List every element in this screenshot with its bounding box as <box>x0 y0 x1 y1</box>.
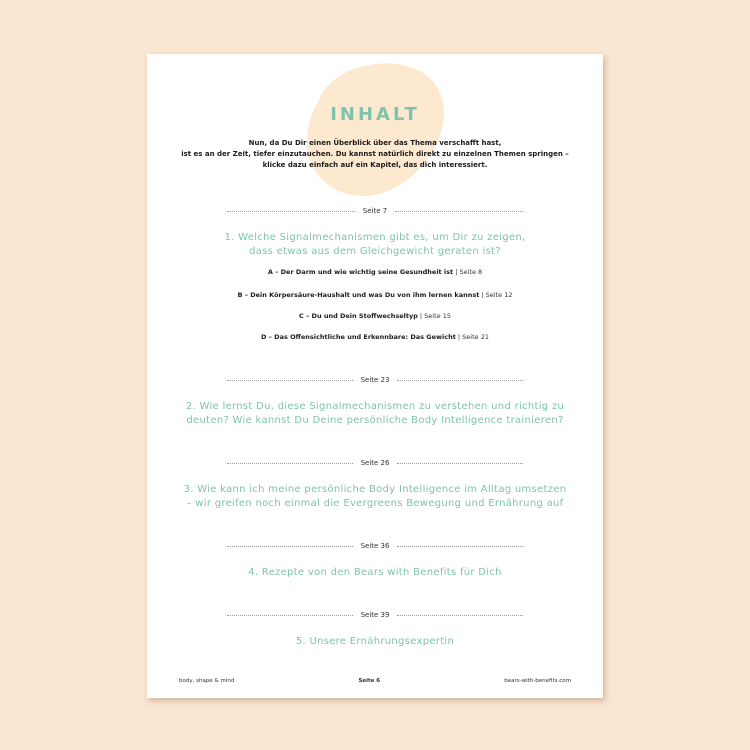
subchapter-link-c[interactable] <box>147 312 603 320</box>
intro-line: Nun, da Du Dir einen Überblick über das Thema verschafft hast, <box>248 139 502 147</box>
document-page <box>147 54 603 698</box>
page-label: Seite 23 <box>360 376 390 384</box>
chapter-line: dass etwas aus dem Gleichgewicht geraten ist? <box>249 246 501 257</box>
subchapter-link-d[interactable] <box>147 333 603 341</box>
page-divider <box>227 375 523 385</box>
chapter-link-2[interactable] <box>167 400 583 428</box>
decorative-blob <box>301 60 449 198</box>
subchapter-link-a[interactable] <box>147 268 603 276</box>
chapter-link-5[interactable] <box>167 635 583 649</box>
subchapter-page: | Seite 15 <box>419 312 451 320</box>
page-label: Seite 26 <box>360 459 390 467</box>
subchapter-page: | Seite 8 <box>455 268 483 276</box>
chapter-line: 4. Rezepte von den Bears with Benefits für Dich <box>248 567 502 578</box>
page-label: Seite 7 <box>362 207 388 215</box>
subchapter-title: C – Du und Dein Stoffwechseltyp <box>299 312 418 320</box>
page-divider <box>227 458 523 468</box>
chapter-line: 5. Unsere Ernährungsexpertin <box>295 636 455 647</box>
page-divider <box>227 541 523 551</box>
footer-website: bears-with-benefits.com <box>504 678 571 684</box>
intro-line: ist es an der Zeit, tiefer einzutauchen. Du kannst natürlich direkt zu einzelnen Themen springen – <box>181 150 569 158</box>
page-label: Seite 36 <box>360 542 390 550</box>
chapter-line: deuten? Wie kannst Du Deine persönliche Body Intelligence trainieren? <box>186 415 564 426</box>
footer-left: body, shape & mind <box>179 678 235 684</box>
footer-page-number: Seite 6 <box>358 678 381 684</box>
page-divider <box>227 206 523 216</box>
intro-text <box>177 138 573 171</box>
chapter-link-4[interactable] <box>167 566 583 580</box>
subchapter-page: | Seite 12 <box>481 291 513 299</box>
subchapter-link-b[interactable] <box>147 291 603 299</box>
page-title: INHALT <box>330 104 420 125</box>
chapter-line: 3. Wie kann ich meine persönliche Body Intelligence im Alltag umsetzen <box>183 484 567 495</box>
page-footer <box>179 678 571 684</box>
subchapter-title: A – Der Darm und wie wichtig seine Gesundheit ist <box>267 268 454 276</box>
subchapter-title: D – Das Offensichtliche und Erkennbare: Das Gewicht <box>261 333 456 341</box>
subchapter-page: | Seite 21 <box>457 333 489 341</box>
page-divider <box>227 610 523 620</box>
chapter-link-3[interactable] <box>167 483 583 511</box>
page-label: Seite 39 <box>360 611 390 619</box>
chapter-line: – wir greifen noch einmal die Evergreens Bewegung und Ernährung auf <box>186 498 564 509</box>
chapter-link-1[interactable] <box>167 231 583 259</box>
intro-line: klicke dazu einfach auf ein Kapitel, das dich interessiert. <box>262 161 488 169</box>
chapter-line: 2. Wie lernst Du, diese Signalmechanismen zu verstehen und richtig zu <box>185 401 565 412</box>
chapter-line: 1. Welche Signalmechanismen gibt es, um Dir zu zeigen, <box>224 232 526 243</box>
subchapter-title: B – Dein Körpersäure-Haushalt und was Du von ihm lernen kannst <box>237 291 480 299</box>
